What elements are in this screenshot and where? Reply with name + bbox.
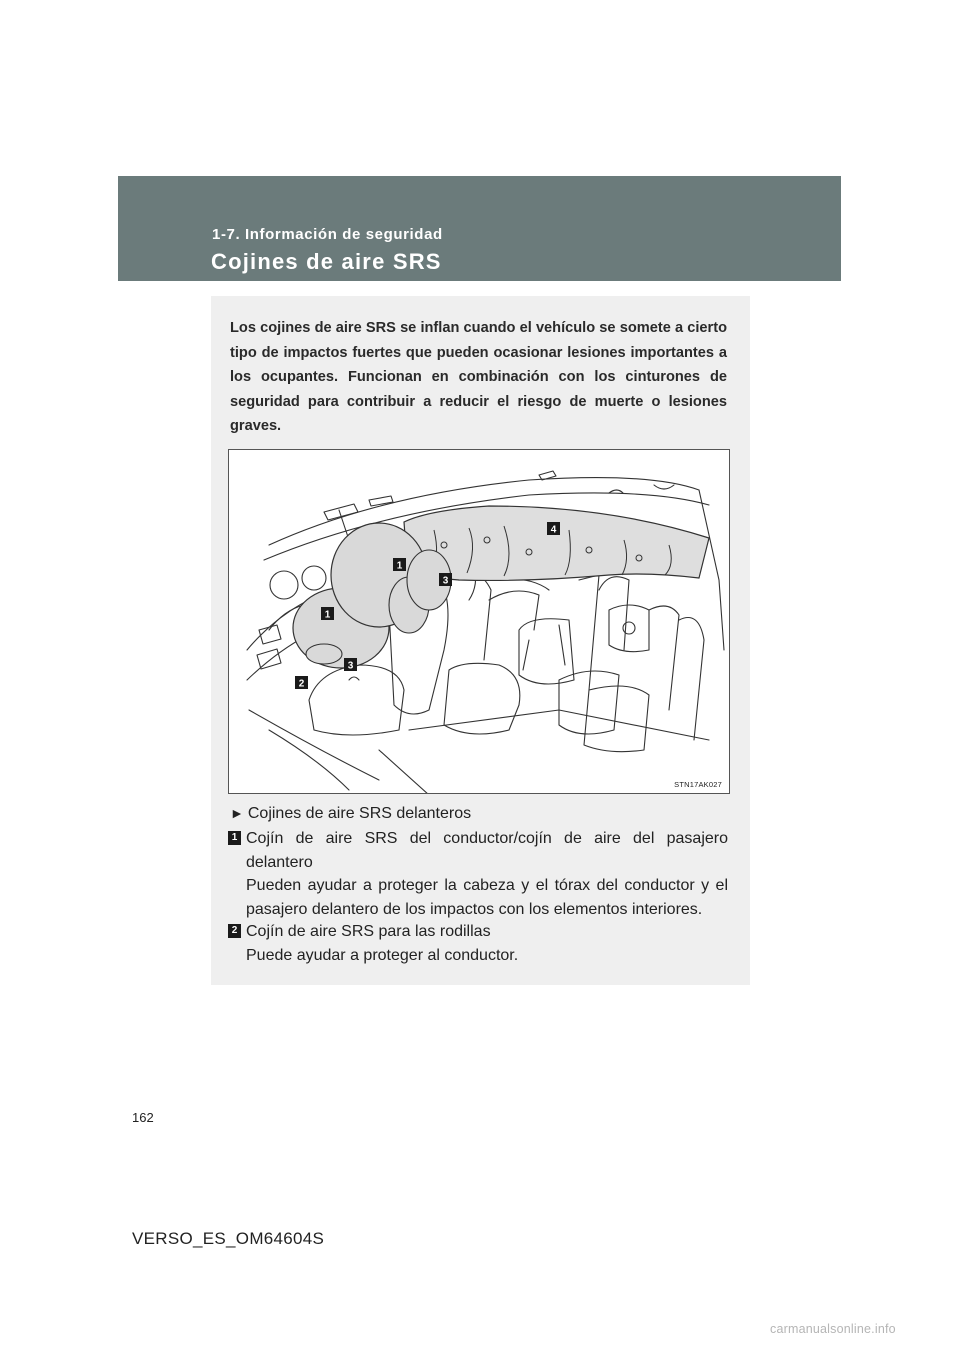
callout-4 — [547, 522, 560, 536]
chapter-header — [118, 176, 841, 281]
watermark: carmanualsonline.info — [770, 1322, 896, 1336]
page-title: Cojines de aire SRS — [211, 249, 442, 274]
callout-1-upper — [393, 558, 406, 572]
page-number: 162 — [132, 1110, 154, 1125]
intro-paragraph: Los cojines de aire SRS se inflan cuando el vehículo se somete a cierto tipo de impactos fuertes que pueden ocasionar lesiones importantes a los ocupantes. Funcionan en combinación con los cinturones de seguridad para contribuir a reducir el riesgo de muerte o lesiones graves. — [230, 320, 727, 434]
svg-text:3: 3 — [347, 660, 354, 672]
airbag-illustration — [228, 449, 730, 794]
svg-text:1: 1 — [324, 609, 331, 621]
subheading — [230, 802, 471, 825]
svg-text:4: 4 — [550, 524, 557, 536]
callout-1-lower — [321, 607, 334, 621]
callout-3-lower — [344, 658, 357, 672]
item-title: Cojín de aire SRS del conductor/cojín de aire del pasajero delantero — [246, 830, 728, 871]
item-number-badge: 2 — [228, 924, 241, 938]
svg-text:3: 3 — [442, 575, 449, 587]
item-description: Pueden ayudar a proteger la cabeza y el tórax del conductor y el pasajero delantero de los impactos con los elementos interiores. — [246, 877, 728, 918]
subheading-text: Cojines de aire SRS delanteros — [247, 805, 472, 822]
item-title: Cojín de aire SRS para las rodillas — [246, 923, 491, 940]
footer-code: VERSO_ES_OM64604S — [132, 1229, 325, 1248]
item-description: Puede ayudar a proteger al conductor. — [246, 946, 519, 964]
figure-code: STN17AK027 — [674, 780, 722, 789]
callout-2 — [295, 676, 308, 690]
triangle-arrow-icon: ► — [230, 805, 244, 821]
callout-3-upper — [439, 573, 452, 587]
list-item — [228, 827, 728, 921]
svg-text:1: 1 — [396, 560, 403, 572]
item-number-badge: 1 — [228, 831, 241, 845]
content-panel — [211, 296, 750, 985]
section-label: 1-7. Información de seguridad — [212, 226, 443, 243]
car-interior-drawing — [229, 450, 730, 794]
list-item — [228, 920, 728, 967]
svg-text:2: 2 — [298, 678, 305, 690]
